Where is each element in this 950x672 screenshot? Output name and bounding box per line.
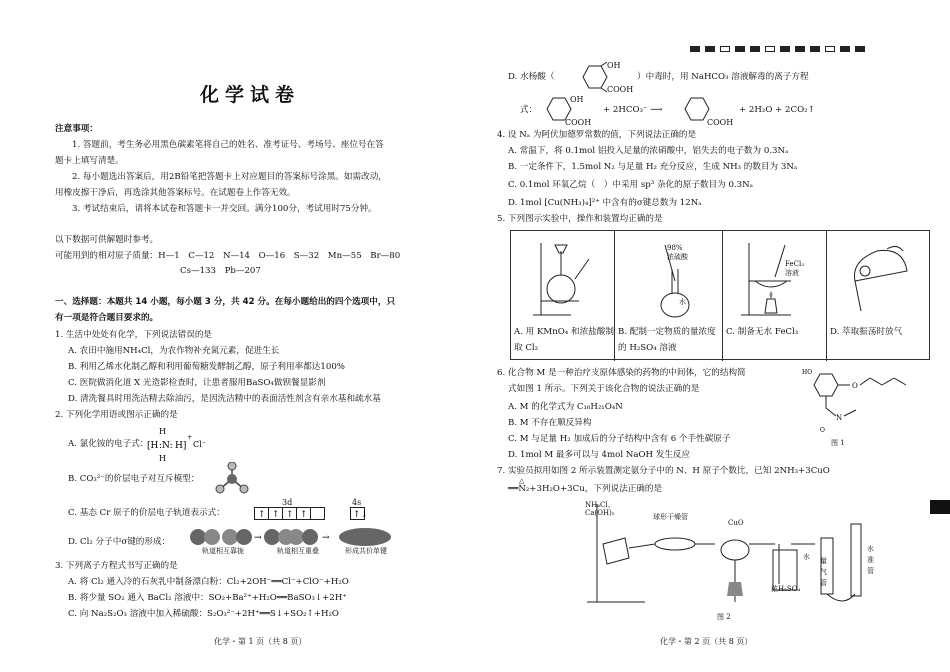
compound-m-structure <box>800 364 930 436</box>
right-page <box>475 0 950 672</box>
page-footer-1: 化学・第 1 页（共 8 页） <box>214 637 307 646</box>
separatory-funnel <box>847 241 913 319</box>
q5-cell-b <box>615 231 723 361</box>
q2-option-a: A. 氯化铵的电子式： <box>68 439 149 449</box>
section1-heading-b: 有一项是符合题目要求的。 <box>55 313 159 323</box>
eq-end: + 2H₂O + 2CO₂↑ <box>739 105 815 115</box>
orbital-label-3d: 3d <box>282 498 293 507</box>
q3-option-d-c: 式： <box>520 105 538 115</box>
svg-text::N:: :N: <box>159 441 173 451</box>
svg-text:↑: ↑ <box>272 510 280 520</box>
sigma-caption-1: 轨道相互靠拢 <box>202 547 244 555</box>
q5b-label-water: 水 <box>679 298 686 306</box>
svg-text:→: → <box>322 533 330 543</box>
page-footer-2: 化学・第 2 页（共 8 页） <box>660 637 753 646</box>
fig2-label-gas-burette: 量气管 <box>820 557 827 587</box>
evaporating-dish-apparatus <box>741 241 811 319</box>
q6-stem-b: 式如图 1 所示。下列关于该化合物的说法正确的是 <box>508 384 700 394</box>
q5-stem: 5. 下列图示实验中，操作和装置均正确的是 <box>497 214 663 224</box>
q5-cell-c <box>723 231 827 361</box>
fig2-label-nh4cl: NH₄Cl、 <box>585 501 615 509</box>
sigma-caption-3: 形成共价单键 <box>345 547 387 555</box>
q1-option-d: D. 清洗餐具时用洗洁精去除油污，是因洗洁精中的表面活性剂含有亲水基和疏水基 <box>68 394 381 404</box>
svg-text:Cl⁻: Cl⁻ <box>193 440 206 449</box>
q7-stem-a: 7. 实验员拟用如图 2 所示装置测定氨分子中的 N、H 原子个数比，已知 2NH₃+3CuO <box>497 466 830 476</box>
q7-stem-b: ══N₂+3H₂O+3Cu，下列说法正确的是 <box>508 484 663 494</box>
ammonia-measurement-apparatus <box>585 498 895 608</box>
svg-text:O: O <box>820 427 825 434</box>
q5b-label-acid: 浓硫酸 <box>667 253 688 261</box>
eq-mid: + 2HCO₃⁻ ⟶ <box>603 105 663 115</box>
notice-1b: 题卡上填写清楚。 <box>55 156 124 166</box>
q2-option-b: B. CO₃²⁻的价层电子对互斥模型： <box>68 474 200 484</box>
q2-stem: 2. 下列化学用语或图示正确的是 <box>55 410 178 420</box>
q4-option-b: B. 一定条件下，1.5mol N₂ 与足量 H₂ 充分反应，生成 NH₃ 的数目为 3Nₐ <box>508 162 798 172</box>
oh-label-2: OH <box>570 95 584 104</box>
q1-option-a: A. 农田中施用NH₄Cl，为农作物补充氮元素，促进生长 <box>68 346 280 356</box>
q6-option-d: D. 1mol M 最多可以与 4mol NaOH 发生反应 <box>508 450 691 460</box>
section1-heading-a: 一、选择题：本题共 14 小题，每小题 3 分，共 42 分。在每小题给出的四个选项中，只 <box>55 297 396 307</box>
svg-text:↑↓: ↑↓ <box>353 510 369 520</box>
sigma-bond-formation-diagram <box>190 526 425 548</box>
cooh-label-2: COOH <box>565 118 592 127</box>
svg-text:→: → <box>254 533 262 543</box>
q6-option-a: A. M 的化学式为 C₁₆H₂₁O₄N <box>508 402 623 412</box>
q4-stem: 4. 设 Nₐ 为阿伏加德罗常数的值，下列说法正确的是 <box>497 130 697 140</box>
svg-text:H: H <box>159 427 166 436</box>
q2-option-c: C. 基态 Cr 原子的价层电子轨道表示式： <box>68 508 225 518</box>
svg-text:+: + <box>187 434 193 441</box>
svg-text:↑: ↑ <box>286 510 294 520</box>
exam-title: 化学试卷 <box>200 84 301 106</box>
svg-text:O: O <box>852 382 858 390</box>
q4-option-c: C. 0.1mol 环氧乙烷（ ）中采用 sp³ 杂化的原子数目为 0.3Nₐ <box>508 180 753 190</box>
page-edge-tab <box>930 500 950 514</box>
data-intro: 以下数据可供解题时参考。 <box>55 235 159 245</box>
svg-text:N: N <box>836 414 843 422</box>
q5b-label-98: 98% <box>667 244 683 252</box>
q3-option-a: A. 将 Cl₂ 通入冷的石灰乳中制备漂白粉：Cl₂+2OH⁻══Cl⁻+ClO⁻+H₂O <box>68 577 349 587</box>
q3-option-d-a: D. 水杨酸（ <box>508 72 555 82</box>
svg-text:HO: HO <box>802 369 813 376</box>
q6-option-b: B. M 不存在顺反异构 <box>508 418 592 428</box>
fig2-label-caoh2: Ca(OH)₂ <box>585 509 615 517</box>
q4-option-d: D. 1mol [Cu(NH₃)₄]²⁺ 中含有的σ键总数为 12Nₐ <box>508 198 702 208</box>
cooh-label-1: COOH <box>607 85 634 94</box>
q5-caption-a: A. 用 KMnO₄ 和浓盐酸制取 Cl₂ <box>514 327 614 353</box>
figure-1-label: 图 1 <box>831 439 845 447</box>
q3-stem: 3. 下列离子方程式书写正确的是 <box>55 561 178 571</box>
orbital-label-4s: 4s <box>352 498 362 507</box>
q6-option-c: C. M 与足量 H₂ 加成后的分子结构中含有 6 个手性碳原子 <box>508 434 731 444</box>
chlorine-generator-apparatus <box>531 239 595 319</box>
fig2-label-cuo: CuO <box>728 519 744 527</box>
q3-option-c: C. 向 Na₂S₂O₃ 溶液中加入稀硫酸：S₂O₃²⁻+2H⁺══S↓+SO₂↑+H₂O <box>68 609 339 619</box>
notice-3: 3. 考试结束后，请将本试卷和答题卡一并交回。满分100分，考试用时75分钟。 <box>72 204 377 214</box>
q5-caption-d: D. 萃取振荡时放气 <box>830 327 903 337</box>
q5-apparatus-table <box>510 230 930 360</box>
q5c-label-solution: 溶液 <box>785 269 799 277</box>
cooh-label-3: COOH <box>707 118 734 127</box>
notice-heading: 注意事项： <box>55 124 98 134</box>
atomic-masses-line1: 可能用到的相对原子质量：H—1 C—12 N—14 O—16 S—32 Mn—55 Br—80 <box>55 251 401 261</box>
atomic-masses-line2: Cs—133 Pb—207 <box>180 266 261 276</box>
notice-2a: 2. 每小题选出答案后，用2B铅笔把答题卡上对应题目的答案标号涂黑。如需改动， <box>72 172 387 182</box>
q2-option-d: D. Cl₂ 分子中σ键的形成： <box>68 537 171 547</box>
q5-caption-b: B. 配制一定物质的量浓度的 H₂SO₄ 溶液 <box>618 327 716 353</box>
fig2-label-drying-tube: 球形干燥管 <box>653 513 688 521</box>
svg-text:↑: ↑ <box>258 510 266 520</box>
svg-text:H: H <box>159 454 166 463</box>
cr-orbital-diagram <box>254 507 374 521</box>
q1-stem: 1. 生活中处处有化学，下列说法错误的是 <box>55 330 213 340</box>
fig2-label-level-tube: 水准管 <box>867 545 874 575</box>
carbonate-vsepr-model <box>215 462 249 496</box>
q1-option-c: C. 医院做消化道 X 光造影检查时，让患者服用BaSO₄做钡餐显影剂 <box>68 378 326 388</box>
svg-text:[H: [H <box>147 441 159 451</box>
svg-text:H]: H] <box>175 441 187 451</box>
binding-marks <box>690 46 865 52</box>
notice-2b: 用橡皮擦干净后，再选涂其他答案标号。在试题卷上作答无效。 <box>55 188 296 198</box>
q5-cell-a <box>511 231 615 361</box>
ammonium-chloride-lewis-structure <box>145 425 225 465</box>
q7-heat-condition: △ <box>519 477 525 485</box>
fig2-label-water: 水 <box>803 553 810 561</box>
q4-option-a: A. 常温下，将 0.1mol 铝投入足量的浓硝酸中，铝失去的电子数为 0.3Nₐ <box>508 146 789 156</box>
q5c-label-fecl3: FeCl₃ <box>785 260 805 268</box>
notice-1a: 1. 答题前，考生务必用黑色碳素笔将自己的姓名、准考证号、考场号、座位号在答 <box>72 140 384 150</box>
oh-label-1: OH <box>607 61 621 70</box>
q3-option-b: B. 将少量 SO₂ 通入 BaCl₂ 溶液中：SO₂+Ba²⁺+H₂O══BaSO₃↓+2H⁺ <box>68 593 347 603</box>
q3-option-d-b: ）中毒时，用 NaHCO₃ 溶液解毒的离子方程 <box>637 72 809 82</box>
q5-caption-c: C. 制备无水 FeCl₃ <box>726 327 799 337</box>
svg-text:↑: ↑ <box>300 510 308 520</box>
figure-2-label: 图 2 <box>717 613 731 621</box>
q1-option-b: B. 利用乙烯水化制乙醇和利用葡萄糖发酵制乙醇，原子利用率都达100% <box>68 362 345 372</box>
q5-cell-d <box>827 231 931 361</box>
fig2-label-h2so4: 浓H₂SO₄ <box>771 585 801 593</box>
q6-stem-a: 6. 化合物 M 是一种治疗支原体感染的药物的中间体，它的结构简 <box>497 368 746 378</box>
sigma-caption-2: 轨道相互重叠 <box>277 547 319 555</box>
